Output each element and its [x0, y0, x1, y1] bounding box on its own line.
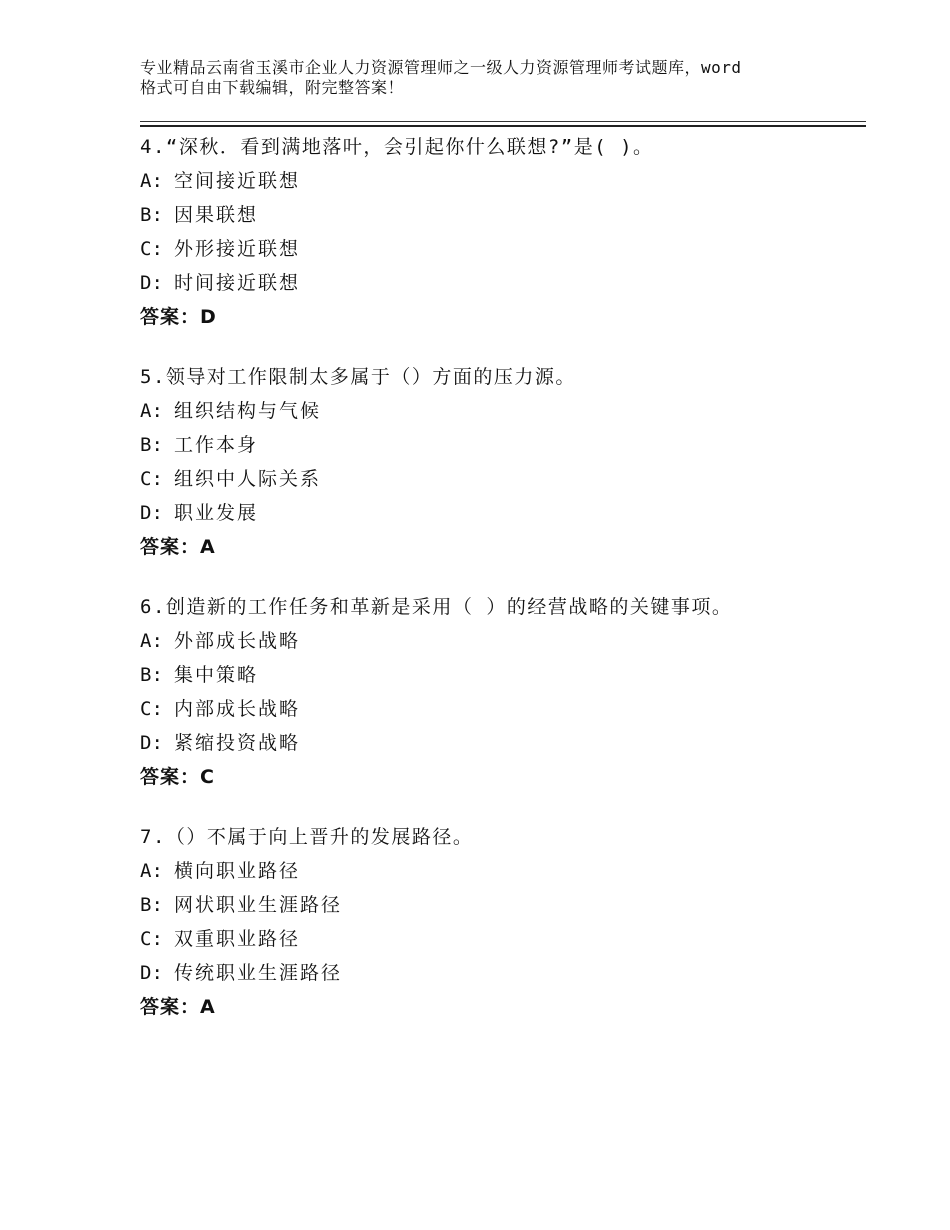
option-text: 职业发展	[174, 502, 259, 524]
option-text: 内部成长战略	[174, 698, 301, 720]
option-text: 网状职业生涯路径	[174, 894, 343, 916]
option-letter: D:	[140, 732, 163, 754]
option-d	[140, 496, 900, 530]
option-text: 空间接近联想	[174, 170, 301, 192]
option-d	[140, 956, 900, 990]
header-line-1: 专业精品云南省玉溪市企业人力资源管理师之一级人力资源管理师考试题库，word	[140, 58, 742, 77]
option-c	[140, 692, 900, 726]
option-text: 因果联想	[174, 204, 259, 226]
option-b	[140, 658, 900, 692]
option-letter: A:	[140, 170, 163, 192]
option-letter: B:	[140, 204, 163, 226]
option-letter: D:	[140, 272, 163, 294]
option-c	[140, 922, 900, 956]
answer-line: 答案：D	[140, 306, 217, 328]
option-text: 双重职业路径	[174, 928, 301, 950]
option-b	[140, 888, 900, 922]
option-b	[140, 198, 900, 232]
answer-line: 答案：A	[140, 996, 216, 1018]
question-6	[140, 590, 900, 794]
question-5	[140, 360, 900, 564]
option-text: 集中策略	[174, 664, 259, 686]
option-letter: A:	[140, 630, 163, 652]
option-letter: B:	[140, 894, 163, 916]
question-text: 6.创造新的工作任务和革新是采用（ ）的经营战略的关键事项。	[140, 596, 733, 618]
option-d	[140, 726, 900, 760]
option-text: 紧缩投资战略	[174, 732, 301, 754]
option-text: 外部成长战略	[174, 630, 301, 652]
answer-line: 答案：C	[140, 766, 215, 788]
option-a	[140, 854, 900, 888]
option-letter: B:	[140, 434, 163, 456]
option-a	[140, 164, 900, 198]
option-text: 工作本身	[174, 434, 259, 456]
option-b	[140, 428, 900, 462]
option-c	[140, 232, 900, 266]
option-letter: C:	[140, 468, 163, 490]
option-c	[140, 462, 900, 496]
option-text: 传统职业生涯路径	[174, 962, 343, 984]
option-a	[140, 394, 900, 428]
option-letter: B:	[140, 664, 163, 686]
option-letter: C:	[140, 928, 163, 950]
option-text: 时间接近联想	[174, 272, 301, 294]
question-text: 7.（）不属于向上晋升的发展路径。	[140, 826, 474, 848]
document-header	[140, 58, 860, 98]
option-text: 外形接近联想	[174, 238, 301, 260]
option-letter: D:	[140, 962, 163, 984]
answer-line: 答案：A	[140, 536, 216, 558]
option-text: 组织结构与气候	[174, 400, 322, 422]
option-letter: C:	[140, 238, 163, 260]
option-letter: C:	[140, 698, 163, 720]
option-letter: A:	[140, 400, 163, 422]
question-4	[140, 130, 900, 334]
question-list	[140, 130, 900, 1050]
option-letter: D:	[140, 502, 163, 524]
question-7	[140, 820, 900, 1024]
question-text: 4.“深秋．看到满地落叶，会引起你什么联想?”是( )。	[140, 136, 654, 158]
option-d	[140, 266, 900, 300]
option-letter: A:	[140, 860, 163, 882]
header-divider-thick	[140, 125, 866, 127]
option-text: 横向职业路径	[174, 860, 301, 882]
header-line-2: 格式可自由下载编辑，附完整答案！	[140, 78, 405, 97]
option-a	[140, 624, 900, 658]
header-divider-thin	[140, 121, 866, 122]
option-text: 组织中人际关系	[174, 468, 322, 490]
question-text: 5.领导对工作限制太多属于（）方面的压力源。	[140, 366, 576, 388]
